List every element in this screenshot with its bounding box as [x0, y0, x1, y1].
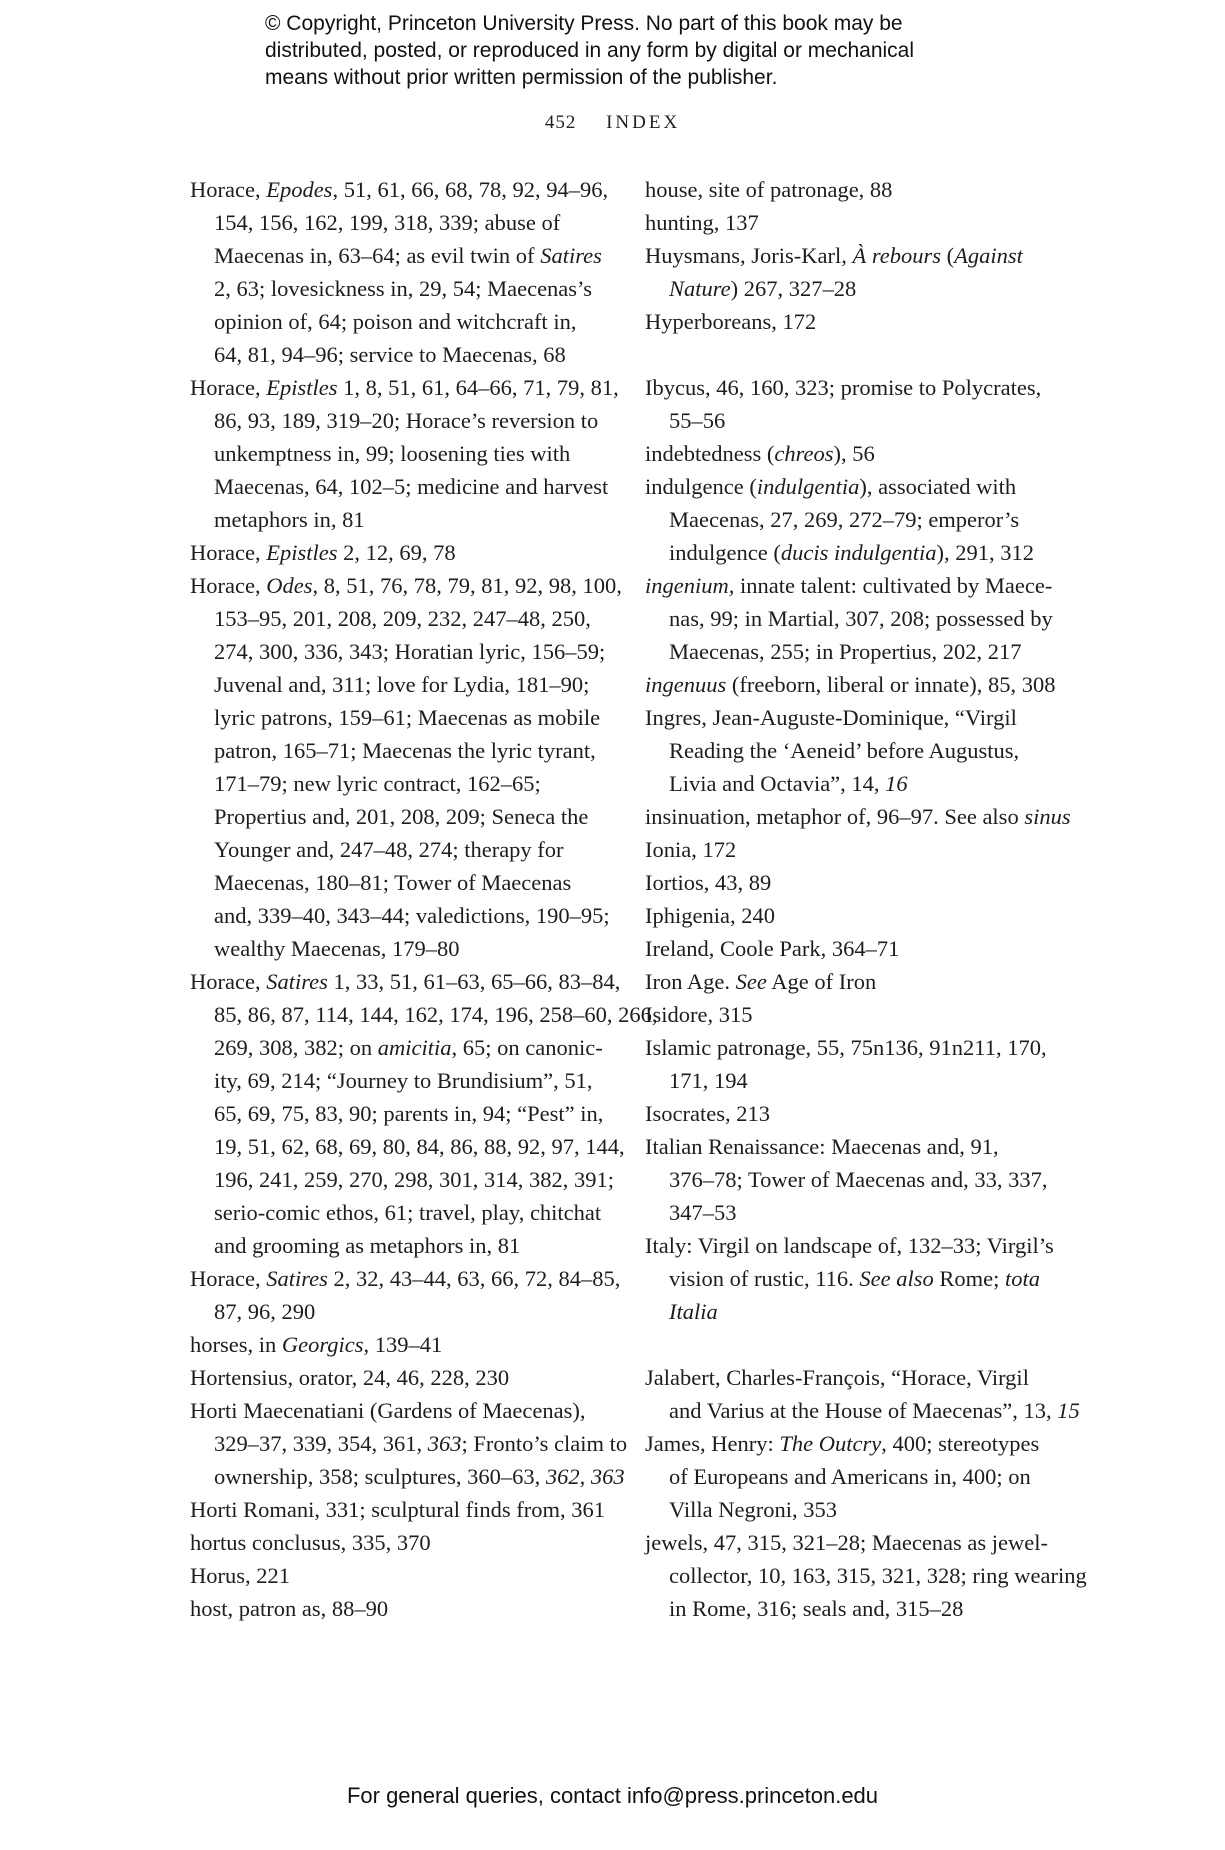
index-entry	[645, 371, 1065, 437]
index-entry	[645, 800, 1071, 833]
index-entry	[645, 1526, 1087, 1625]
index-entry-continuation-line: 65, 69, 75, 83, 90; parents in, 94; “Pest” in,	[214, 1101, 604, 1126]
index-entry-continuation-line: Maecenas in, 63–64; as evil twin of Satires	[214, 243, 602, 268]
index-entry	[190, 1394, 628, 1493]
index-entry-continuation-line: patron, 165–71; Maecenas the lyric tyrant,	[214, 738, 596, 763]
index-entry-continuation-line: wealthy Maecenas, 179–80	[214, 936, 460, 961]
index-entry-continuation-line: vision of rustic, 116. See also Rome; tota	[669, 1266, 1041, 1291]
index-entry-heading-line: insinuation, metaphor of, 96–97. See also sinus	[645, 804, 1071, 829]
index-entry	[645, 1097, 1065, 1130]
index-entry	[190, 1361, 620, 1394]
index-entry-heading-line: Iortios, 43, 89	[645, 870, 772, 895]
index-entry-continuation-line: lyric patrons, 159–61; Maecenas as mobile	[214, 705, 601, 730]
index-entry	[645, 206, 1065, 239]
index-entry-heading-line: ingenuus (freeborn, liberal or innate), 85, 308	[645, 672, 1056, 697]
index-entry	[645, 437, 1065, 470]
index-entry	[190, 371, 620, 536]
index-entry-continuation-line: Villa Negroni, 353	[669, 1497, 837, 1522]
index-entry-heading-line: Iron Age. See Age of Iron	[645, 969, 877, 994]
index-entry-heading-line: Isocrates, 213	[645, 1101, 770, 1126]
index-entry-continuation-line: 85, 86, 87, 114, 144, 162, 174, 196, 258–60, 266,	[214, 1002, 658, 1027]
index-entry-heading-line: Ionia, 172	[645, 837, 737, 862]
index-entry	[190, 1526, 620, 1559]
index-entry	[645, 1130, 1065, 1229]
index-entry-heading-line: Horace, Satires 1, 33, 51, 61–63, 65–66, 83–84,	[190, 969, 621, 994]
index-entry-continuation-line: Maecenas, 180–81; Tower of Maecenas	[214, 870, 572, 895]
index-entry-heading-line: Ibycus, 46, 160, 323; promise to Polycrates,	[645, 375, 1042, 400]
index-entry-heading-line: James, Henry: The Outcry, 400; stereotypes	[645, 1431, 1040, 1456]
running-head	[0, 112, 1225, 134]
index-entry	[645, 833, 1065, 866]
index-entry	[190, 173, 620, 371]
index-entry	[645, 239, 1065, 305]
index-entry-continuation-line: 171–79; new lyric contract, 162–65;	[214, 771, 541, 796]
index-entry	[645, 470, 1065, 569]
index-entry	[190, 1559, 620, 1592]
index-entry-heading-line: ingenium, innate talent: cultivated by Maece-	[645, 573, 1053, 598]
index-entry-continuation-line: 154, 156, 162, 199, 318, 339; abuse of	[214, 210, 561, 235]
index-column-right	[645, 173, 1087, 1625]
index-entry-continuation-line: nas, 99; in Martial, 307, 208; possessed by	[669, 606, 1053, 631]
index-entry-heading-line: Horace, Epistles 2, 12, 69, 78	[190, 540, 456, 565]
index-entry-heading-line: Horti Romani, 331; sculptural finds from, 361	[190, 1497, 605, 1522]
index-entry-continuation-line: Nature) 267, 327–28	[669, 276, 857, 301]
index-entry-continuation-line: of Europeans and Americans in, 400; on	[669, 1464, 1031, 1489]
index-entry-continuation-line: 19, 51, 62, 68, 69, 80, 84, 86, 88, 92, 97, 144,	[214, 1134, 625, 1159]
index-entry-heading-line: Ingres, Jean-Auguste-Dominique, “Virgil	[645, 705, 1017, 730]
index-entry-heading-line: Huysmans, Joris-Karl, À rebours (Against	[645, 243, 1023, 268]
index-column-left	[190, 173, 658, 1625]
index-entry	[645, 305, 1065, 338]
index-entry-continuation-line: unkemptness in, 99; loosening ties with	[214, 441, 571, 466]
index-entry-heading-line: Ireland, Coole Park, 364–71	[645, 936, 900, 961]
index-entry-continuation-line: 376–78; Tower of Maecenas and, 33, 337,	[669, 1167, 1048, 1192]
index-entry-heading-line: indulgence (indulgentia), associated with	[645, 474, 1017, 499]
index-entry-heading-line: hunting, 137	[645, 210, 759, 235]
index-entry-continuation-line: 2, 63; lovesickness in, 29, 54; Maecenas’s	[214, 276, 593, 301]
index-entry-heading-line: Hortensius, orator, 24, 46, 228, 230	[190, 1365, 510, 1390]
index-entry-continuation-line: collector, 10, 163, 315, 321, 328; ring wearing	[669, 1563, 1087, 1588]
index-entry-heading-line: host, patron as, 88–90	[190, 1596, 389, 1621]
index-entry-continuation-line: 347–53	[669, 1200, 737, 1225]
index-entry-continuation-line: in Rome, 316; seals and, 315–28	[669, 1596, 964, 1621]
index-entry-continuation-line: 153–95, 201, 208, 209, 232, 247–48, 250,	[214, 606, 591, 631]
index-entry-continuation-line: 329–37, 339, 354, 361, 363; Fronto’s claim to	[214, 1431, 628, 1456]
index-entry-heading-line: Horace, Satires 2, 32, 43–44, 63, 66, 72, 84–85,	[190, 1266, 621, 1291]
index-entry-heading-line: Italy: Virgil on landscape of, 132–33; Virgil’s	[645, 1233, 1054, 1258]
index-entry-heading-line: Isidore, 315	[645, 1002, 753, 1027]
section-gap	[645, 1328, 1065, 1361]
contact-text: For general queries, contact info@press.princeton.edu	[346, 1783, 879, 1808]
index-entry-continuation-line: Maecenas, 255; in Propertius, 202, 217	[669, 639, 1022, 664]
index-entry	[645, 866, 1065, 899]
index-entry	[645, 1361, 1080, 1427]
copyright-line: means without prior written permission of the publisher.	[265, 66, 778, 89]
index-entry-heading-line: Horus, 221	[190, 1563, 290, 1588]
index-entry-heading-line: hortus conclusus, 335, 370	[190, 1530, 431, 1555]
index-entry-continuation-line: indulgence (ducis indulgentia), 291, 312	[669, 540, 1034, 565]
index-entry-continuation-line: opinion of, 64; poison and witchcraft in,	[214, 309, 577, 334]
index-entry-heading-line: Islamic patronage, 55, 75n136, 91n211, 170,	[645, 1035, 1047, 1060]
index-entry-continuation-line: Maecenas, 27, 269, 272–79; emperor’s	[669, 507, 1020, 532]
index-entry	[645, 1031, 1065, 1097]
index-entry-heading-line: jewels, 47, 315, 321–28; Maecenas as jewel-	[645, 1530, 1049, 1555]
index-entry-continuation-line: 87, 96, 290	[214, 1299, 316, 1324]
index-entry-continuation-line: Reading the ‘Aeneid’ before Augustus,	[669, 738, 1020, 763]
index-entry-continuation-line: 55–56	[669, 408, 726, 433]
index-entry	[645, 899, 1065, 932]
copyright-line: distributed, posted, or reproduced in any form by digital or mechanical	[265, 39, 915, 62]
index-entry	[645, 1229, 1065, 1328]
index-entry-continuation-line: Propertius and, 201, 208, 209; Seneca the	[214, 804, 589, 829]
index-entry-continuation-line: Italia	[669, 1299, 718, 1324]
index-entry-heading-line: Horti Maecenatiani (Gardens of Maecenas),	[190, 1398, 586, 1423]
index-entry-heading-line: Iphigenia, 240	[645, 903, 775, 928]
index-entry	[645, 932, 1065, 965]
index-entry	[645, 1427, 1065, 1526]
index-entry-continuation-line: 171, 194	[669, 1068, 748, 1093]
index-entry-heading-line: house, site of patronage, 88	[645, 177, 893, 202]
index-entry-heading-line: horses, in Georgics, 139–41	[190, 1332, 443, 1357]
index-entry-continuation-line: metaphors in, 81	[214, 507, 365, 532]
index-entry-heading-line: Jalabert, Charles-François, “Horace, Virgil	[645, 1365, 1029, 1390]
index-entry	[645, 173, 1065, 206]
index-entry-continuation-line: Maecenas, 64, 102–5; medicine and harvest	[214, 474, 609, 499]
index-entry-continuation-line: ownership, 358; sculptures, 360–63, 362, 363	[214, 1464, 625, 1489]
index-entry-heading-line: Italian Renaissance: Maecenas and, 91,	[645, 1134, 999, 1159]
index-entry	[190, 1328, 620, 1361]
index-entry	[645, 965, 1065, 998]
index-entry	[190, 1262, 620, 1328]
copyright-notice	[265, 10, 1025, 91]
index-entry-continuation-line: Younger and, 247–48, 274; therapy for	[214, 837, 564, 862]
index-entry	[190, 1493, 620, 1526]
index-entry-heading-line: Horace, Odes, 8, 51, 76, 78, 79, 81, 92, 98, 100,	[190, 573, 622, 598]
index-entry	[190, 965, 658, 1262]
index-entry-continuation-line: ity, 69, 214; “Journey to Brundisium”, 51,	[214, 1068, 593, 1093]
index-entry-heading-line: indebtedness (chreos), 56	[645, 441, 875, 466]
index-entry-continuation-line: Juvenal and, 311; love for Lydia, 181–90;	[214, 672, 590, 697]
index-entry-heading-line: Hyperboreans, 172	[645, 309, 817, 334]
index-entry-heading-line: Horace, Epistles 1, 8, 51, 61, 64–66, 71, 79, 81,	[190, 375, 619, 400]
index-entry	[190, 1592, 620, 1625]
footer	[0, 1783, 1225, 1809]
index-entry-continuation-line: 196, 241, 259, 270, 298, 301, 314, 382, 391;	[214, 1167, 615, 1192]
index-entry-continuation-line: 86, 93, 189, 319–20; Horace’s reversion to	[214, 408, 599, 433]
index-entry-continuation-line: 64, 81, 94–96; service to Maecenas, 68	[214, 342, 566, 367]
section-title: INDEX	[606, 112, 681, 133]
index-entry	[645, 701, 1065, 800]
index-entry	[190, 536, 620, 569]
index-entry	[645, 569, 1065, 668]
index-entry-continuation-line: serio-comic ethos, 61; travel, play, chitchat	[214, 1200, 602, 1225]
index-entry	[190, 569, 620, 965]
index-entry	[645, 998, 1065, 1031]
index-entry-continuation-line: and Varius at the House of Maecenas”, 13, 15	[669, 1398, 1080, 1423]
index-entry-continuation-line: 269, 308, 382; on amicitia, 65; on canonic-	[214, 1035, 603, 1060]
index-entry-continuation-line: Livia and Octavia”, 14, 16	[669, 771, 908, 796]
copyright-line: © Copyright, Princeton University Press. No part of this book may be	[265, 12, 903, 35]
index-entry-continuation-line: and grooming as metaphors in, 81	[214, 1233, 521, 1258]
index-entry-continuation-line: and, 339–40, 343–44; valedictions, 190–95;	[214, 903, 610, 928]
index-entry	[645, 668, 1065, 701]
section-gap	[645, 338, 1065, 371]
index-entry-continuation-line: 274, 300, 336, 343; Horatian lyric, 156–59;	[214, 639, 606, 664]
page-number: 452	[544, 112, 577, 133]
index-entry-heading-line: Horace, Epodes, 51, 61, 66, 68, 78, 92, 94–96,	[190, 177, 609, 202]
